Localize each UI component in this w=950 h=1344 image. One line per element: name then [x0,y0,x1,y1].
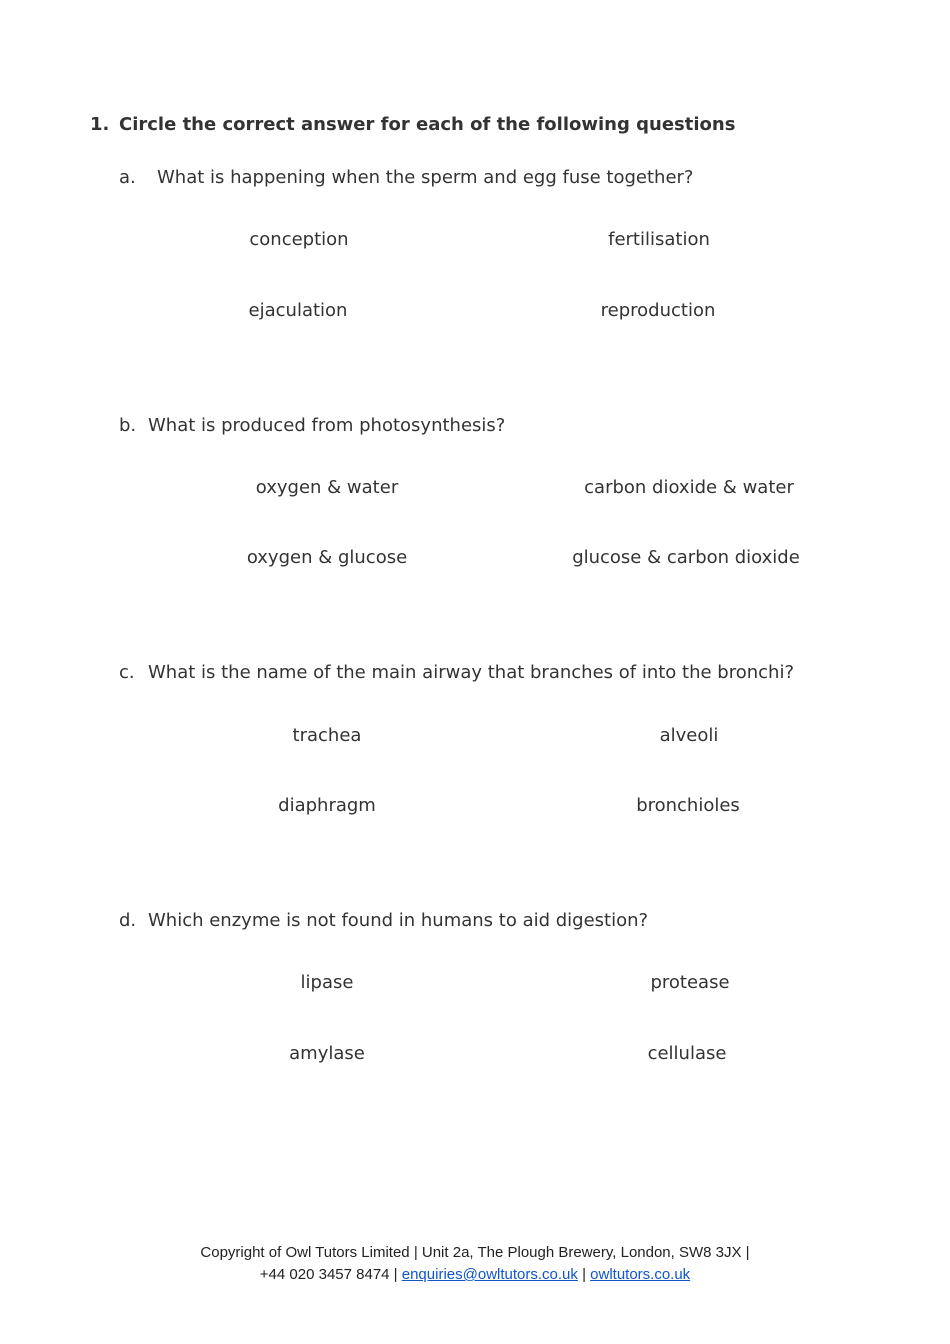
answer-option[interactable]: oxygen & water [255,477,399,498]
answer-option[interactable]: lipase [300,972,354,993]
question-heading [90,114,735,135]
question-title: Circle the correct answer for each of the following questions [119,114,736,135]
subquestion-letter: c. [119,662,135,683]
footer [0,1242,950,1286]
answer-option[interactable]: carbon dioxide & water [584,477,794,498]
subquestion-c [119,662,794,683]
subquestion-d [119,910,648,931]
subquestion-b [119,415,505,436]
answer-option[interactable]: glucose & carbon dioxide [572,547,800,568]
answer-option[interactable]: oxygen & glucose [246,547,408,568]
subquestion-letter: b. [119,415,137,436]
subquestion-a [119,167,693,188]
answer-option[interactable]: diaphragm [278,795,376,816]
subquestion-letter: d. [119,910,137,931]
subquestion-text: What is produced from photosynthesis? [148,415,506,436]
footer-website-link[interactable]: owltutors.co.uk [590,1266,691,1283]
question-number: 1. [90,114,110,135]
subquestion-text: What is happening when the sperm and egg fuse together? [157,167,694,188]
subquestion-letter: a. [119,167,136,188]
answer-option[interactable]: conception [249,229,349,250]
subquestion-text: What is the name of the main airway that branches of into the bronchi? [148,662,794,683]
answer-option[interactable]: fertilisation [608,229,710,250]
answer-option[interactable]: protease [650,972,730,993]
footer-separator: | [582,1266,586,1283]
answer-option[interactable]: ejaculation [248,300,348,321]
footer-contact [0,1264,950,1286]
footer-phone: +44 020 3457 8474 | [259,1266,398,1283]
answer-option[interactable]: reproduction [600,300,716,321]
answer-option[interactable]: bronchioles [636,795,740,816]
subquestion-text: Which enzyme is not found in humans to aid digestion? [148,910,649,931]
answer-option[interactable]: amylase [289,1043,365,1064]
footer-email-link[interactable]: enquiries@owltutors.co.uk [401,1266,578,1283]
footer-copyright: Copyright of Owl Tutors Limited | Unit 2a, The Plough Brewery, London, SW8 3JX | [200,1244,750,1261]
answer-option[interactable]: trachea [292,725,362,746]
answer-option[interactable]: cellulase [647,1043,727,1064]
answer-option[interactable]: alveoli [659,725,719,746]
